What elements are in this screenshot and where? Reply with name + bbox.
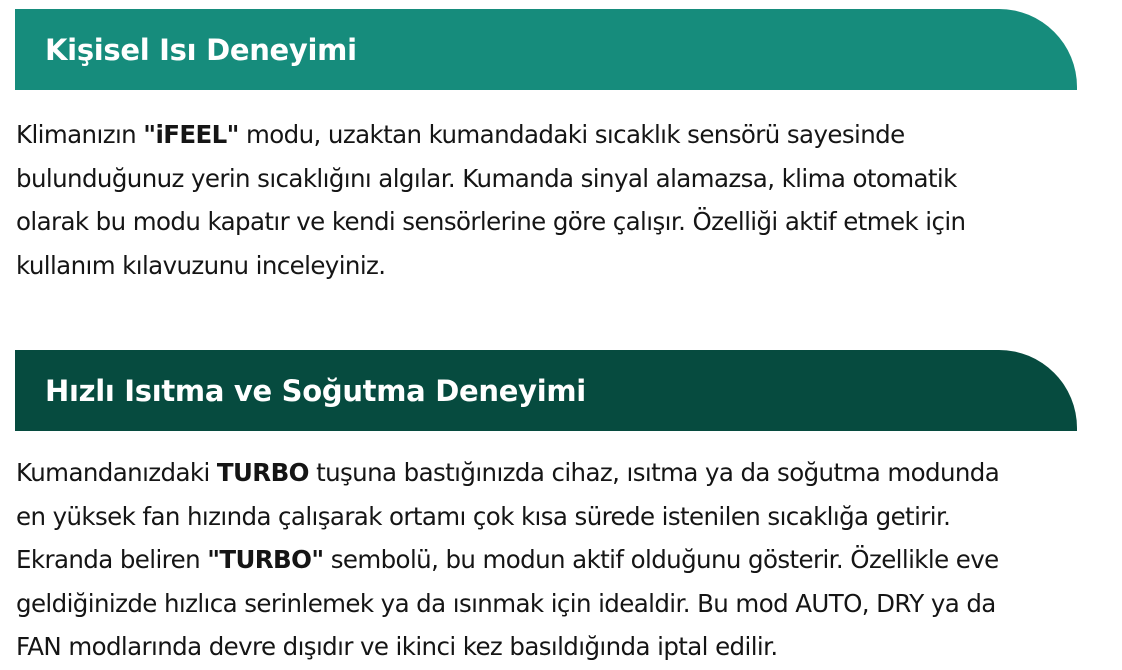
paragraph-line (16, 157, 1101, 201)
text-run: tuşuna bastığınızda cihaz, ısıtma ya da soğutma modunda (308, 458, 1000, 487)
paragraph-line (16, 538, 1101, 582)
text-run: geldiğinizde hızlıca serinlemek ya da ısınmak için idealdir. Bu mod AUTO, DRY ya da (16, 588, 996, 618)
text-run: modu, uzaktan kumandadaki sıcaklık sensörü sayesinde (238, 120, 905, 149)
section-title: Kişisel Isı Deneyimi (45, 32, 357, 67)
text-run: sembolü, bu modun aktif olduğunu gösterir. Özellikle eve (323, 545, 999, 574)
bold-keyword: "TURBO" (207, 545, 324, 574)
text-run: Ekranda beliren (16, 545, 208, 574)
section-header-personal-heat (15, 9, 1077, 90)
section-title: Hızlı Isıtma ve Soğutma Deneyimi (45, 373, 586, 408)
paragraph-line (16, 625, 1101, 669)
text-run: en yüksek fan hızında çalışarak ortamı çok kısa sürede istenilen sıcaklığa getirir. (16, 501, 951, 531)
paragraph-line (16, 244, 1101, 288)
text-run: Klimanızın (16, 120, 144, 149)
section-header-fast-heating-cooling (15, 350, 1077, 431)
paragraph-line (16, 495, 1101, 539)
section-body-personal-heat (16, 113, 1101, 287)
bold-keyword: "iFEEL" (143, 120, 239, 149)
text-run: bulunduğunuz yerin sıcaklığını algılar. Kumanda sinyal alamazsa, klima otomatik (16, 163, 957, 193)
text-run: kullanım kılavuzunu inceleyiniz. (16, 250, 386, 280)
paragraph-line (16, 582, 1101, 626)
text-run: olarak bu modu kapatır ve kendi sensörlerine göre çalışır. Özelliği aktif etmek için (16, 207, 966, 236)
text-run: Kumandanızdaki (16, 458, 217, 487)
paragraph-line (16, 200, 1101, 244)
bold-keyword: TURBO (216, 458, 309, 487)
paragraph-line (16, 451, 1101, 495)
text-run: FAN modlarında devre dışıdır ve ikinci kez basıldığında iptal edilir. (16, 632, 778, 661)
section-body-fast-heating-cooling (16, 451, 1101, 669)
paragraph-line (16, 113, 1101, 157)
